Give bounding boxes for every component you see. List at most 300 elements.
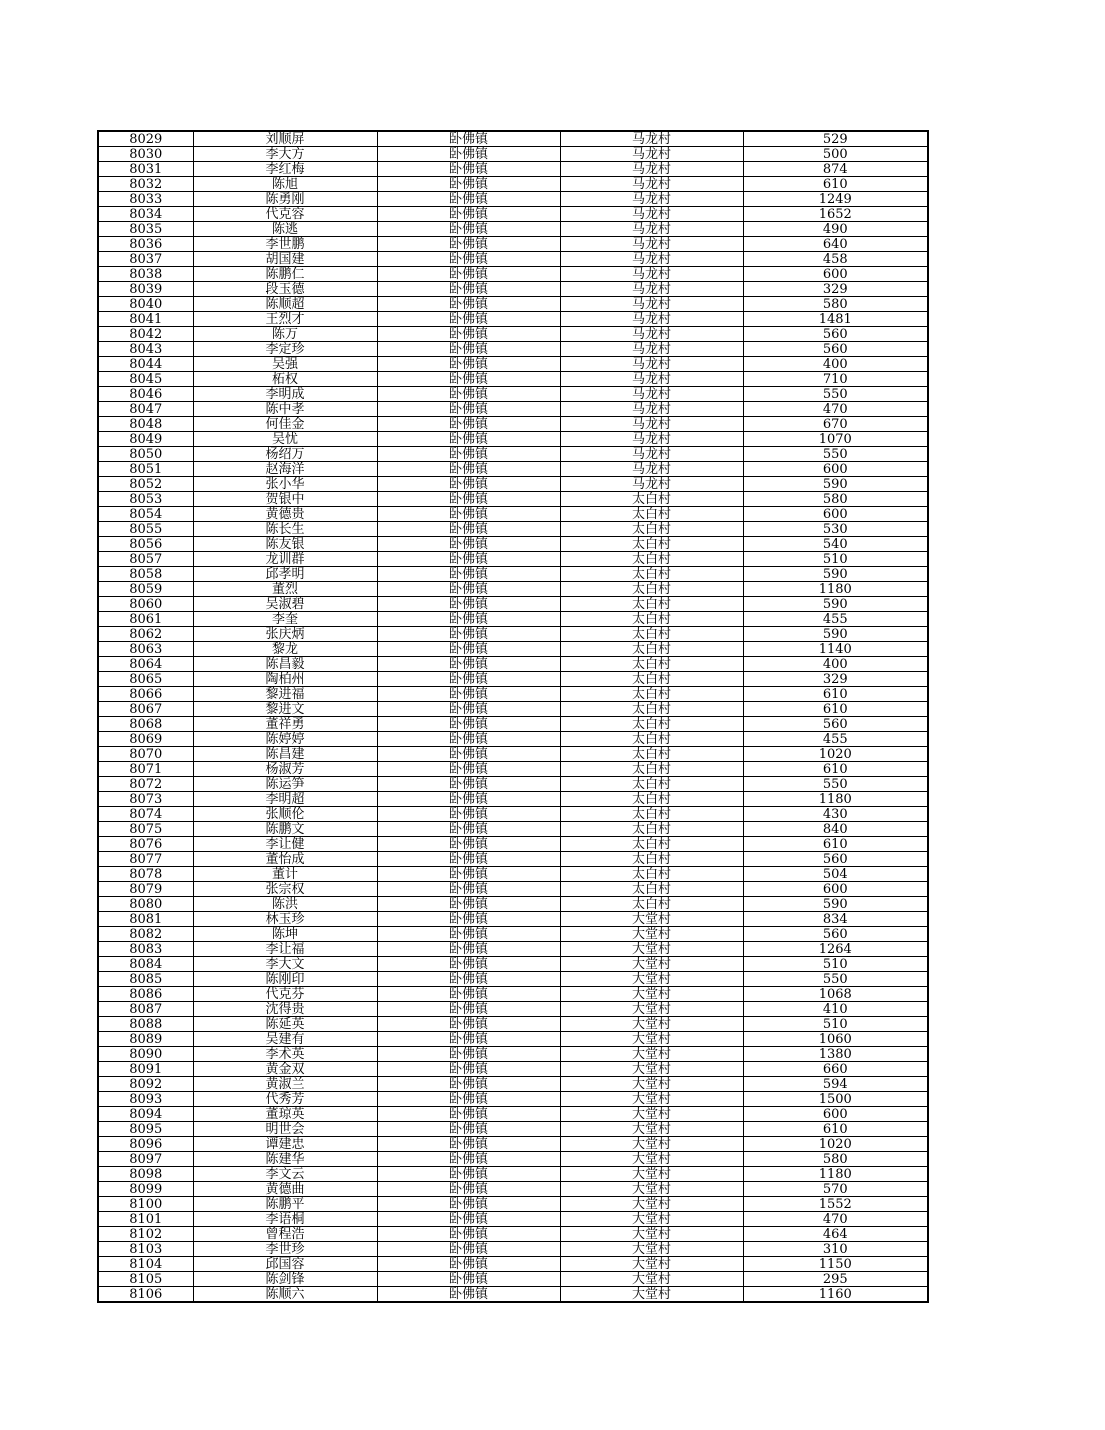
name-cell: 吴忧 (193, 432, 377, 447)
amount-cell: 594 (743, 1077, 928, 1092)
town-cell: 卧佛镇 (377, 882, 560, 897)
serial-number-cell: 8057 (98, 552, 193, 567)
name-cell: 陈昌建 (193, 747, 377, 762)
name-cell: 李定珍 (193, 342, 377, 357)
name-cell: 刘顺屏 (193, 131, 377, 147)
table-row (98, 297, 928, 312)
village-cell: 大堂村 (560, 1227, 743, 1242)
table-row (98, 177, 928, 192)
village-cell: 马龙村 (560, 131, 743, 147)
table-row (98, 837, 928, 852)
name-cell: 张庆炳 (193, 627, 377, 642)
table-row (98, 1062, 928, 1077)
serial-number-cell: 8042 (98, 327, 193, 342)
amount-cell: 600 (743, 1107, 928, 1122)
town-cell: 卧佛镇 (377, 507, 560, 522)
town-cell: 卧佛镇 (377, 927, 560, 942)
village-cell: 马龙村 (560, 147, 743, 162)
name-cell: 黄淑兰 (193, 1077, 377, 1092)
town-cell: 卧佛镇 (377, 867, 560, 882)
serial-number-cell: 8095 (98, 1122, 193, 1137)
amount-cell: 1020 (743, 747, 928, 762)
serial-number-cell: 8076 (98, 837, 193, 852)
table-row (98, 807, 928, 822)
name-cell: 陈逃 (193, 222, 377, 237)
amount-cell: 540 (743, 537, 928, 552)
village-cell: 大堂村 (560, 1272, 743, 1287)
village-cell: 马龙村 (560, 312, 743, 327)
town-cell: 卧佛镇 (377, 162, 560, 177)
amount-cell: 600 (743, 462, 928, 477)
table-row (98, 957, 928, 972)
village-cell: 马龙村 (560, 282, 743, 297)
amount-cell: 504 (743, 867, 928, 882)
amount-cell: 490 (743, 222, 928, 237)
table-row (98, 447, 928, 462)
serial-number-cell: 8039 (98, 282, 193, 297)
amount-cell: 470 (743, 1212, 928, 1227)
amount-cell: 570 (743, 1182, 928, 1197)
serial-number-cell: 8106 (98, 1287, 193, 1303)
name-cell: 陈剑锋 (193, 1272, 377, 1287)
name-cell: 李奎 (193, 612, 377, 627)
serial-number-cell: 8073 (98, 792, 193, 807)
town-cell: 卧佛镇 (377, 987, 560, 1002)
name-cell: 赵海洋 (193, 462, 377, 477)
town-cell: 卧佛镇 (377, 327, 560, 342)
serial-number-cell: 8033 (98, 192, 193, 207)
table-row (98, 477, 928, 492)
name-cell: 段玉德 (193, 282, 377, 297)
name-cell: 陶柏州 (193, 672, 377, 687)
village-cell: 太白村 (560, 507, 743, 522)
serial-number-cell: 8062 (98, 627, 193, 642)
table-row (98, 942, 928, 957)
serial-number-cell: 8077 (98, 852, 193, 867)
data-table (97, 130, 929, 1303)
amount-cell: 1264 (743, 942, 928, 957)
town-cell: 卧佛镇 (377, 1167, 560, 1182)
amount-cell: 329 (743, 282, 928, 297)
serial-number-cell: 8067 (98, 702, 193, 717)
table-row (98, 222, 928, 237)
amount-cell: 510 (743, 552, 928, 567)
village-cell: 太白村 (560, 642, 743, 657)
village-cell: 马龙村 (560, 387, 743, 402)
serial-number-cell: 8055 (98, 522, 193, 537)
serial-number-cell: 8083 (98, 942, 193, 957)
amount-cell: 834 (743, 912, 928, 927)
amount-cell: 610 (743, 1122, 928, 1137)
table-row (98, 672, 928, 687)
amount-cell: 410 (743, 1002, 928, 1017)
amount-cell: 874 (743, 162, 928, 177)
village-cell: 马龙村 (560, 462, 743, 477)
town-cell: 卧佛镇 (377, 1092, 560, 1107)
village-cell: 大堂村 (560, 1077, 743, 1092)
amount-cell: 580 (743, 1152, 928, 1167)
amount-cell: 590 (743, 567, 928, 582)
town-cell: 卧佛镇 (377, 131, 560, 147)
town-cell: 卧佛镇 (377, 477, 560, 492)
amount-cell: 1180 (743, 792, 928, 807)
village-cell: 马龙村 (560, 342, 743, 357)
village-cell: 太白村 (560, 552, 743, 567)
table-row (98, 282, 928, 297)
amount-cell: 470 (743, 402, 928, 417)
name-cell: 陈建华 (193, 1152, 377, 1167)
town-cell: 卧佛镇 (377, 627, 560, 642)
name-cell: 黄德曲 (193, 1182, 377, 1197)
table-row (98, 687, 928, 702)
town-cell: 卧佛镇 (377, 447, 560, 462)
town-cell: 卧佛镇 (377, 897, 560, 912)
table-row (98, 432, 928, 447)
village-cell: 大堂村 (560, 1152, 743, 1167)
table-row (98, 1242, 928, 1257)
town-cell: 卧佛镇 (377, 717, 560, 732)
table-row (98, 597, 928, 612)
serial-number-cell: 8048 (98, 417, 193, 432)
serial-number-cell: 8082 (98, 927, 193, 942)
name-cell: 何佳金 (193, 417, 377, 432)
table-row (98, 237, 928, 252)
name-cell: 张小华 (193, 477, 377, 492)
village-cell: 太白村 (560, 822, 743, 837)
serial-number-cell: 8098 (98, 1167, 193, 1182)
village-cell: 大堂村 (560, 1167, 743, 1182)
village-cell: 马龙村 (560, 192, 743, 207)
village-cell: 太白村 (560, 522, 743, 537)
town-cell: 卧佛镇 (377, 177, 560, 192)
village-cell: 大堂村 (560, 1047, 743, 1062)
village-cell: 马龙村 (560, 162, 743, 177)
name-cell: 陈顺六 (193, 1287, 377, 1303)
table-row (98, 1257, 928, 1272)
town-cell: 卧佛镇 (377, 417, 560, 432)
name-cell: 吴建有 (193, 1032, 377, 1047)
village-cell: 马龙村 (560, 237, 743, 252)
town-cell: 卧佛镇 (377, 1272, 560, 1287)
name-cell: 陈昌毅 (193, 657, 377, 672)
town-cell: 卧佛镇 (377, 432, 560, 447)
table-row (98, 372, 928, 387)
town-cell: 卧佛镇 (377, 1197, 560, 1212)
serial-number-cell: 8047 (98, 402, 193, 417)
town-cell: 卧佛镇 (377, 552, 560, 567)
name-cell: 明世会 (193, 1122, 377, 1137)
village-cell: 大堂村 (560, 1257, 743, 1272)
serial-number-cell: 8060 (98, 597, 193, 612)
amount-cell: 590 (743, 597, 928, 612)
table-row (98, 612, 928, 627)
amount-cell: 610 (743, 177, 928, 192)
amount-cell: 610 (743, 702, 928, 717)
serial-number-cell: 8097 (98, 1152, 193, 1167)
serial-number-cell: 8096 (98, 1137, 193, 1152)
table-row (98, 1002, 928, 1017)
name-cell: 代克芬 (193, 987, 377, 1002)
serial-number-cell: 8032 (98, 177, 193, 192)
name-cell: 陈坤 (193, 927, 377, 942)
village-cell: 太白村 (560, 627, 743, 642)
serial-number-cell: 8043 (98, 342, 193, 357)
village-cell: 马龙村 (560, 477, 743, 492)
name-cell: 董祥勇 (193, 717, 377, 732)
table-row (98, 387, 928, 402)
town-cell: 卧佛镇 (377, 687, 560, 702)
village-cell: 马龙村 (560, 297, 743, 312)
town-cell: 卧佛镇 (377, 747, 560, 762)
table-row (98, 792, 928, 807)
table-row (98, 462, 928, 477)
village-cell: 太白村 (560, 867, 743, 882)
serial-number-cell: 8066 (98, 687, 193, 702)
amount-cell: 610 (743, 762, 928, 777)
village-cell: 太白村 (560, 852, 743, 867)
serial-number-cell: 8075 (98, 822, 193, 837)
village-cell: 太白村 (560, 657, 743, 672)
town-cell: 卧佛镇 (377, 1062, 560, 1077)
amount-cell: 1150 (743, 1257, 928, 1272)
village-cell: 大堂村 (560, 972, 743, 987)
town-cell: 卧佛镇 (377, 192, 560, 207)
table-row (98, 867, 928, 882)
amount-cell: 400 (743, 657, 928, 672)
serial-number-cell: 8081 (98, 912, 193, 927)
name-cell: 胡国建 (193, 252, 377, 267)
name-cell: 李大文 (193, 957, 377, 972)
serial-number-cell: 8063 (98, 642, 193, 657)
amount-cell: 1652 (743, 207, 928, 222)
table-row (98, 1017, 928, 1032)
table-row (98, 657, 928, 672)
table-row (98, 402, 928, 417)
name-cell: 陈勇刚 (193, 192, 377, 207)
town-cell: 卧佛镇 (377, 1107, 560, 1122)
name-cell: 陈鹏仁 (193, 267, 377, 282)
town-cell: 卧佛镇 (377, 1047, 560, 1062)
name-cell: 黎进福 (193, 687, 377, 702)
town-cell: 卧佛镇 (377, 807, 560, 822)
table-row (98, 987, 928, 1002)
table-row (98, 327, 928, 342)
table-row (98, 342, 928, 357)
table-row (98, 582, 928, 597)
village-cell: 大堂村 (560, 1287, 743, 1303)
serial-number-cell: 8034 (98, 207, 193, 222)
name-cell: 董怡成 (193, 852, 377, 867)
village-cell: 太白村 (560, 837, 743, 852)
serial-number-cell: 8050 (98, 447, 193, 462)
table-row (98, 131, 928, 147)
village-cell: 大堂村 (560, 1032, 743, 1047)
name-cell: 陈洪 (193, 897, 377, 912)
serial-number-cell: 8099 (98, 1182, 193, 1197)
serial-number-cell: 8093 (98, 1092, 193, 1107)
name-cell: 董烈 (193, 582, 377, 597)
amount-cell: 1380 (743, 1047, 928, 1062)
amount-cell: 1068 (743, 987, 928, 1002)
town-cell: 卧佛镇 (377, 267, 560, 282)
serial-number-cell: 8061 (98, 612, 193, 627)
village-cell: 太白村 (560, 597, 743, 612)
table-row (98, 702, 928, 717)
village-cell: 马龙村 (560, 267, 743, 282)
table-row (98, 1197, 928, 1212)
table-row (98, 1122, 928, 1137)
amount-cell: 590 (743, 477, 928, 492)
amount-cell: 580 (743, 297, 928, 312)
name-cell: 陈婷婷 (193, 732, 377, 747)
town-cell: 卧佛镇 (377, 297, 560, 312)
name-cell: 邱孝明 (193, 567, 377, 582)
table-row (98, 492, 928, 507)
town-cell: 卧佛镇 (377, 597, 560, 612)
amount-cell: 840 (743, 822, 928, 837)
amount-cell: 640 (743, 237, 928, 252)
name-cell: 杨绍万 (193, 447, 377, 462)
town-cell: 卧佛镇 (377, 372, 560, 387)
serial-number-cell: 8085 (98, 972, 193, 987)
amount-cell: 560 (743, 717, 928, 732)
town-cell: 卧佛镇 (377, 1212, 560, 1227)
town-cell: 卧佛镇 (377, 342, 560, 357)
village-cell: 太白村 (560, 882, 743, 897)
town-cell: 卧佛镇 (377, 792, 560, 807)
table-row (98, 1137, 928, 1152)
village-cell: 大堂村 (560, 1062, 743, 1077)
name-cell: 李红梅 (193, 162, 377, 177)
name-cell: 吴淑碧 (193, 597, 377, 612)
name-cell: 代克容 (193, 207, 377, 222)
name-cell: 张顺伦 (193, 807, 377, 822)
town-cell: 卧佛镇 (377, 1077, 560, 1092)
town-cell: 卧佛镇 (377, 222, 560, 237)
town-cell: 卧佛镇 (377, 702, 560, 717)
amount-cell: 1020 (743, 1137, 928, 1152)
village-cell: 马龙村 (560, 372, 743, 387)
name-cell: 李语桐 (193, 1212, 377, 1227)
name-cell: 代秀芳 (193, 1092, 377, 1107)
table-row (98, 267, 928, 282)
table-row (98, 717, 928, 732)
table-row (98, 1287, 928, 1303)
town-cell: 卧佛镇 (377, 1137, 560, 1152)
serial-number-cell: 8070 (98, 747, 193, 762)
amount-cell: 510 (743, 1017, 928, 1032)
town-cell: 卧佛镇 (377, 942, 560, 957)
amount-cell: 1500 (743, 1092, 928, 1107)
serial-number-cell: 8037 (98, 252, 193, 267)
town-cell: 卧佛镇 (377, 1152, 560, 1167)
name-cell: 陈鹏平 (193, 1197, 377, 1212)
town-cell: 卧佛镇 (377, 777, 560, 792)
amount-cell: 510 (743, 957, 928, 972)
serial-number-cell: 8052 (98, 477, 193, 492)
village-cell: 太白村 (560, 537, 743, 552)
amount-cell: 310 (743, 1242, 928, 1257)
amount-cell: 500 (743, 147, 928, 162)
serial-number-cell: 8086 (98, 987, 193, 1002)
serial-number-cell: 8105 (98, 1272, 193, 1287)
amount-cell: 580 (743, 492, 928, 507)
amount-cell: 1180 (743, 582, 928, 597)
village-cell: 太白村 (560, 792, 743, 807)
amount-cell: 560 (743, 342, 928, 357)
village-cell: 大堂村 (560, 912, 743, 927)
name-cell: 陈刚印 (193, 972, 377, 987)
name-cell: 陈延英 (193, 1017, 377, 1032)
name-cell: 杨淑芳 (193, 762, 377, 777)
amount-cell: 400 (743, 357, 928, 372)
table-row (98, 747, 928, 762)
village-cell: 马龙村 (560, 402, 743, 417)
name-cell: 董琼英 (193, 1107, 377, 1122)
table-row (98, 822, 928, 837)
town-cell: 卧佛镇 (377, 837, 560, 852)
town-cell: 卧佛镇 (377, 1032, 560, 1047)
town-cell: 卧佛镇 (377, 1182, 560, 1197)
village-cell: 太白村 (560, 492, 743, 507)
table-row (98, 522, 928, 537)
village-cell: 大堂村 (560, 1212, 743, 1227)
village-cell: 太白村 (560, 717, 743, 732)
table-row (98, 927, 928, 942)
table-row (98, 1107, 928, 1122)
name-cell: 林玉珍 (193, 912, 377, 927)
village-cell: 太白村 (560, 567, 743, 582)
village-cell: 太白村 (560, 762, 743, 777)
village-cell: 马龙村 (560, 207, 743, 222)
village-cell: 太白村 (560, 897, 743, 912)
name-cell: 李明成 (193, 387, 377, 402)
village-cell: 大堂村 (560, 1107, 743, 1122)
village-cell: 大堂村 (560, 1197, 743, 1212)
amount-cell: 1552 (743, 1197, 928, 1212)
amount-cell: 430 (743, 807, 928, 822)
name-cell: 陈长生 (193, 522, 377, 537)
name-cell: 黄金双 (193, 1062, 377, 1077)
amount-cell: 590 (743, 627, 928, 642)
serial-number-cell: 8087 (98, 1002, 193, 1017)
village-cell: 马龙村 (560, 417, 743, 432)
name-cell: 李文云 (193, 1167, 377, 1182)
amount-cell: 295 (743, 1272, 928, 1287)
table-row (98, 1032, 928, 1047)
table-row (98, 1227, 928, 1242)
serial-number-cell: 8104 (98, 1257, 193, 1272)
name-cell: 龙训群 (193, 552, 377, 567)
village-cell: 马龙村 (560, 252, 743, 267)
table-row (98, 537, 928, 552)
village-cell: 太白村 (560, 777, 743, 792)
town-cell: 卧佛镇 (377, 972, 560, 987)
village-cell: 大堂村 (560, 1017, 743, 1032)
amount-cell: 600 (743, 882, 928, 897)
town-cell: 卧佛镇 (377, 207, 560, 222)
village-cell: 太白村 (560, 732, 743, 747)
serial-number-cell: 8071 (98, 762, 193, 777)
name-cell: 董计 (193, 867, 377, 882)
serial-number-cell: 8040 (98, 297, 193, 312)
serial-number-cell: 8064 (98, 657, 193, 672)
village-cell: 大堂村 (560, 987, 743, 1002)
village-cell: 太白村 (560, 702, 743, 717)
serial-number-cell: 8080 (98, 897, 193, 912)
serial-number-cell: 8036 (98, 237, 193, 252)
table-row (98, 897, 928, 912)
